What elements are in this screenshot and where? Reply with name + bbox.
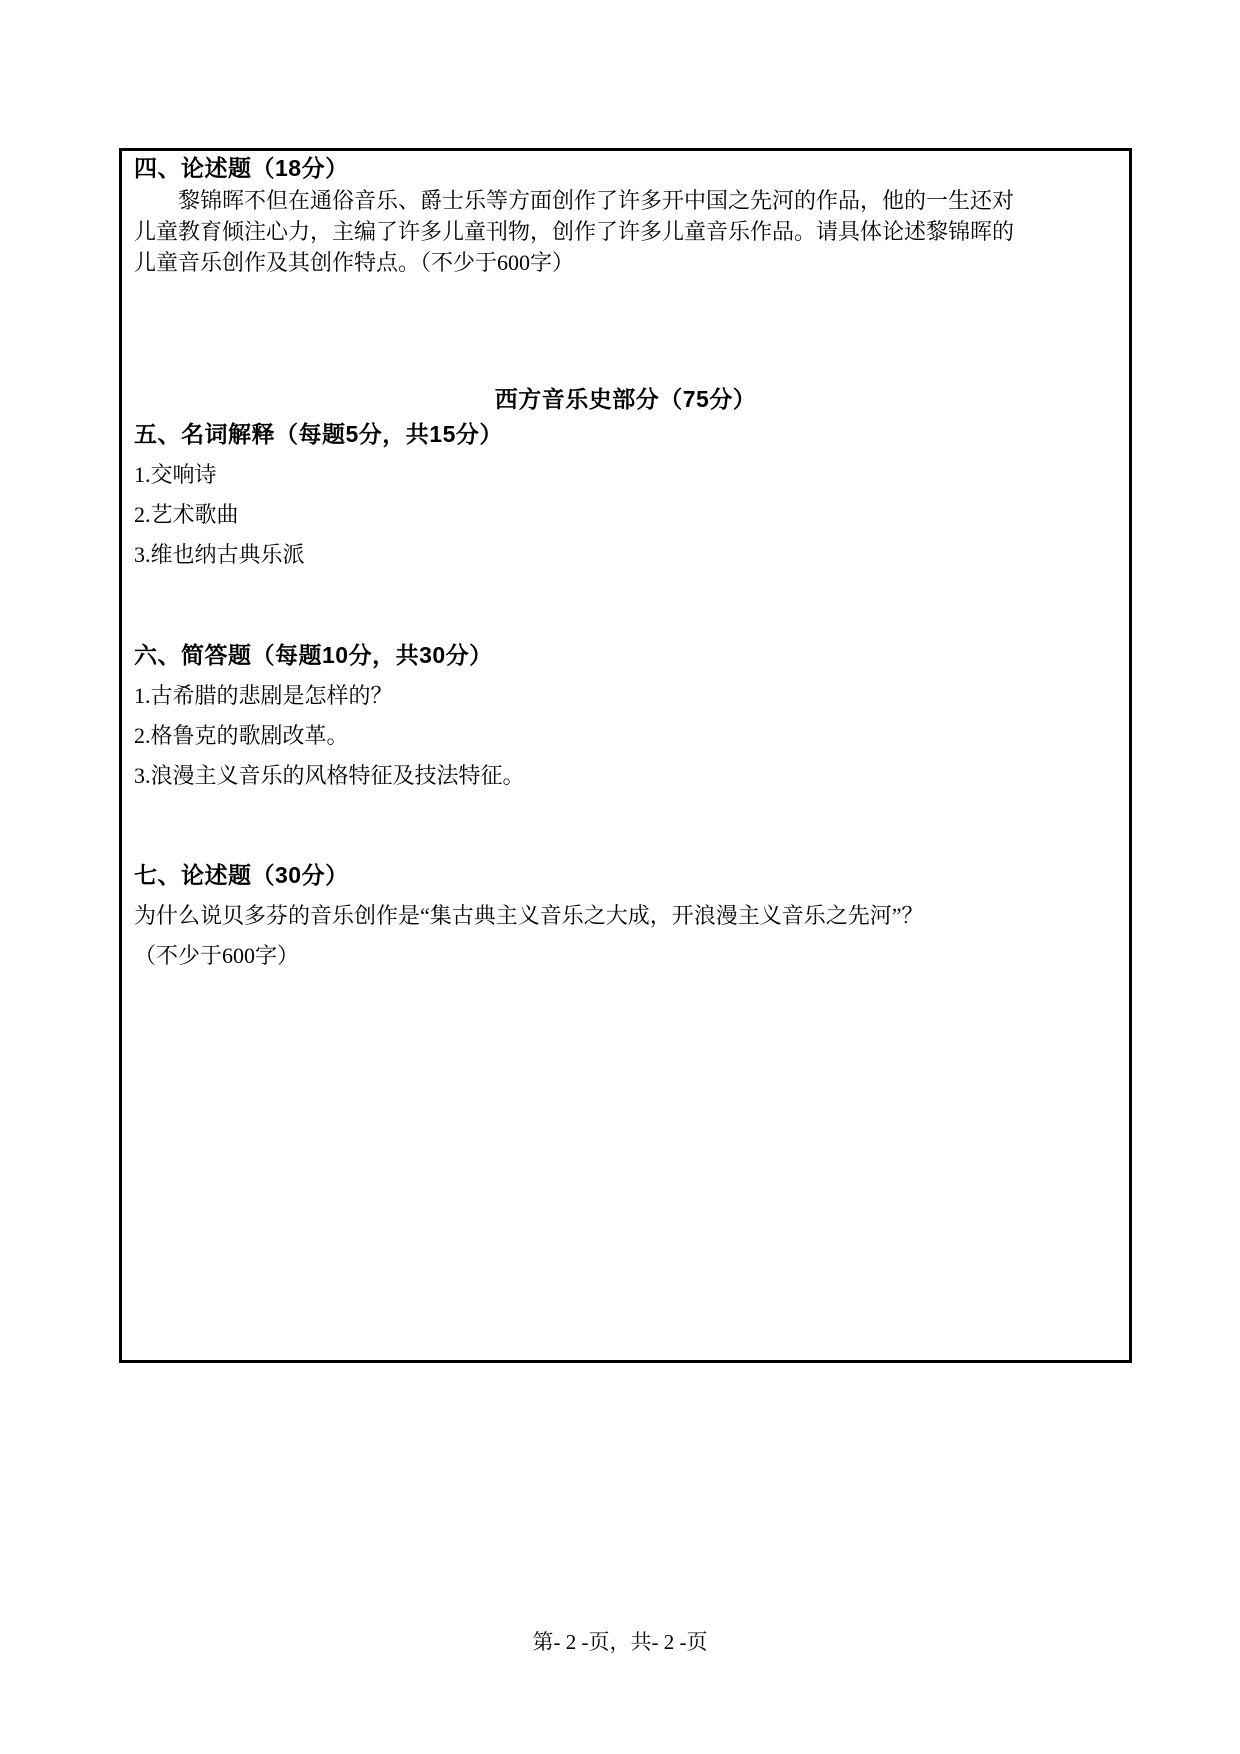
section-4-paragraph-line-3: 儿童音乐创作及其创作特点。（不少于600字） [134, 250, 575, 275]
western-music-part-title-text: 西方音乐史部分（75分） [494, 386, 757, 412]
exam-content-border-box [119, 148, 1132, 1363]
section-4-paragraph-line-2: 儿童教育倾注心力，主编了许多儿童刊物，创作了许多儿童音乐作品。请具体论述黎锦晖的 [134, 219, 1015, 244]
section-6-item-2: 2.格鲁克的歌剧改革。 [134, 723, 349, 748]
section-5-item-3: 3.维也纳古典乐派 [134, 542, 305, 567]
section-5-item-2: 2.艺术歌曲 [134, 502, 239, 527]
section-6-item-3: 3.浪漫主义音乐的风格特征及技法特征。 [134, 763, 525, 788]
section-6-title: 六、简答题（每题10分，共30分） [134, 642, 493, 668]
section-5-title: 五、名词解释（每题5分，共15分） [134, 421, 503, 447]
section-4-paragraph-line-1: 黎锦晖不但在通俗音乐、爵士乐等方面创作了许多开中国之先河的作品，他的一生还对 [178, 188, 1015, 213]
section-7-word-count-note: （不少于600字） [134, 943, 300, 968]
section-5-item-1: 1.交响诗 [134, 462, 217, 487]
page-number-footer: 第- 2 -页，共- 2 -页 [532, 1630, 708, 1654]
section-7-title: 七、论述题（30分） [134, 862, 349, 888]
section-7-question-line: 为什么说贝多芬的音乐创作是“集古典主义音乐之大成，开浪漫主义音乐之先河”？ [134, 903, 924, 928]
section-4-title: 四、论述题（18分） [134, 155, 349, 181]
section-6-item-1: 1.古希腊的悲剧是怎样的？ [134, 683, 393, 708]
